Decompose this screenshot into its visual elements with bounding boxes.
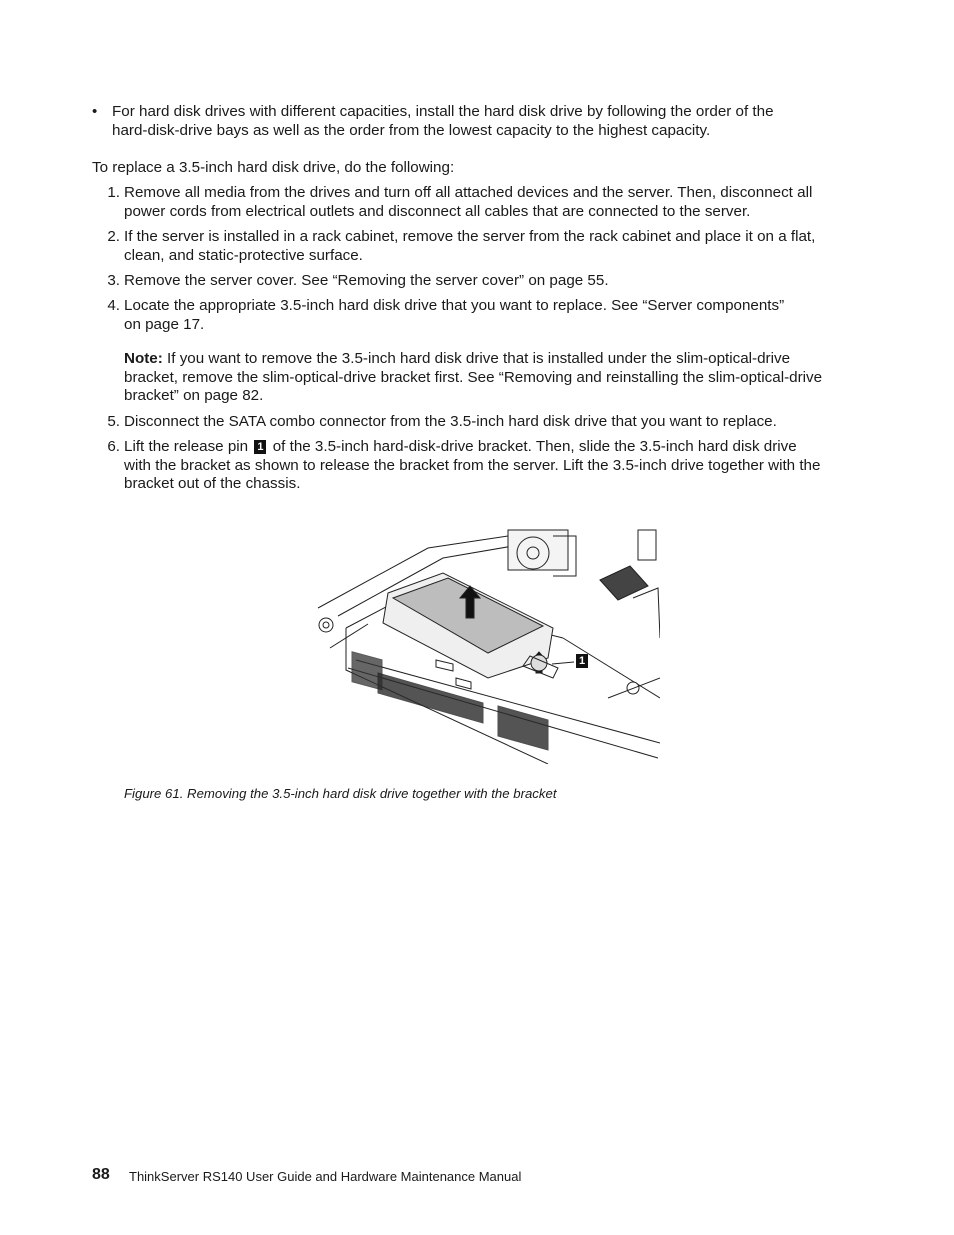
bullet-text-line-2: hard-disk-drive bays as well as the order from the lowest capacity to the highest capacity. bbox=[112, 122, 711, 139]
note-line-3: bracket” on page 82. bbox=[124, 387, 264, 404]
figure-callout-badge: 1 bbox=[576, 654, 588, 668]
step-6-text-after: of the 3.5-inch hard-disk-drive bracket. Then, slide the 3.5-inch hard disk drive bbox=[272, 438, 797, 455]
callout-badge: 1 bbox=[254, 440, 266, 454]
figure-illustration bbox=[308, 528, 660, 764]
step-1-line-1: Remove all media from the drives and turn off all attached devices and the server. Then, disconnect all bbox=[124, 184, 813, 201]
step-2-line-2: clean, and static-protective surface. bbox=[124, 247, 363, 264]
step-number: 5. bbox=[107, 413, 120, 430]
note-label: Note: bbox=[124, 350, 163, 367]
step-4-line-2: on page 17. bbox=[124, 316, 205, 333]
step-6-text-before: Lift the release pin bbox=[124, 438, 249, 455]
step-number: 3. bbox=[107, 272, 120, 289]
note-text: If you want to remove the 3.5-inch hard disk drive that is installed under the slim-optical-drive bbox=[167, 350, 791, 367]
step-number: 4. bbox=[107, 297, 120, 314]
step-4-line-1: Locate the appropriate 3.5-inch hard disk drive that you want to replace. See “Server components” bbox=[124, 297, 785, 314]
step-6-line-2: with the bracket as shown to release the bracket from the server. Lift the 3.5-inch drive together with the bbox=[124, 457, 821, 474]
step-6-line-3: bracket out of the chassis. bbox=[124, 475, 301, 492]
step-5-line-1: Disconnect the SATA combo connector from the 3.5-inch hard disk drive that you want to replace. bbox=[124, 413, 777, 430]
step-3-line-1: Remove the server cover. See “Removing the server cover” on page 55. bbox=[124, 272, 609, 289]
bullet-marker: • bbox=[92, 103, 98, 120]
footer-title: ThinkServer RS140 User Guide and Hardware Maintenance Manual bbox=[129, 1169, 522, 1184]
step-number: 1. bbox=[107, 184, 120, 201]
bullet-text-line-1: For hard disk drives with different capacities, install the hard disk drive by following the order of the bbox=[112, 103, 774, 120]
server-drive-illustration bbox=[308, 528, 660, 764]
step-2-line-1: If the server is installed in a rack cabinet, remove the server from the rack cabinet and place it on a flat, bbox=[124, 228, 816, 245]
page-number: 88 bbox=[92, 1166, 110, 1183]
step-1-line-2: power cords from electrical outlets and disconnect all cables that are connected to the server. bbox=[124, 203, 751, 220]
procedure-intro: To replace a 3.5-inch hard disk drive, do the following: bbox=[92, 159, 455, 176]
step-number: 6. bbox=[107, 438, 120, 455]
step-number: 2. bbox=[107, 228, 120, 245]
note-line-1 bbox=[124, 349, 790, 368]
note-line-2: bracket, remove the slim-optical-drive bracket first. See “Removing and reinstalling the slim-optical-drive bbox=[124, 369, 823, 386]
step-6-line-1 bbox=[124, 437, 797, 456]
figure-caption: Figure 61. Removing the 3.5-inch hard disk drive together with the bracket bbox=[124, 786, 557, 801]
